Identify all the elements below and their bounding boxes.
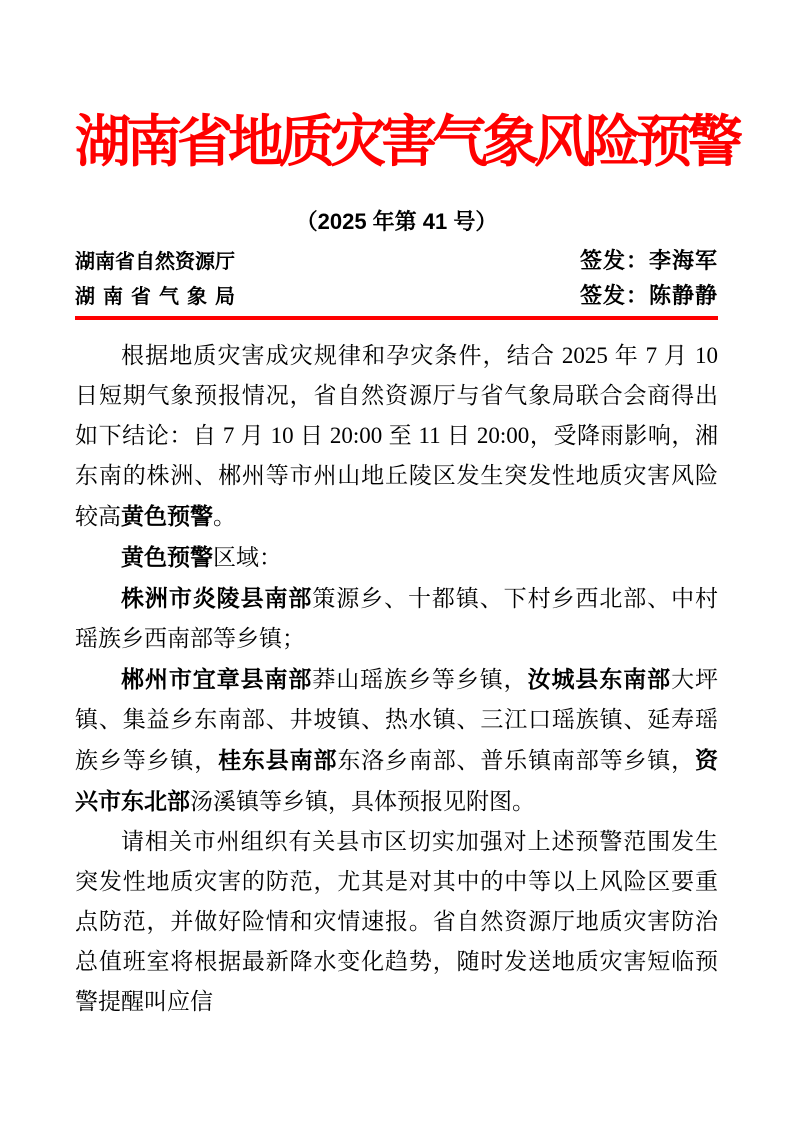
text-segment: 汤溪镇等乡镇，具体预报见附图。: [190, 789, 535, 814]
issuer-org-natural-resources: 湖南省自然资源厅: [75, 251, 235, 273]
highlighted-text-segment: 桂东县南部: [218, 747, 338, 773]
document-title: 湖南省地质灾害气象风险预警: [75, 112, 738, 174]
signer-meteorological: 签发：陈静静: [579, 283, 718, 308]
text-segment: 东洛乡南部、普乐镇南部等乡镇，: [337, 748, 696, 773]
text-segment: 区域：: [213, 545, 282, 570]
text-segment: 策源乡、十都镇、下村乡西北部、中村瑶族乡西南部等乡镇；: [75, 586, 719, 651]
issuer-header: [75, 244, 718, 314]
highlighted-text-segment: 资兴市东北部: [75, 747, 719, 814]
paragraph-4: [75, 659, 718, 822]
paragraph-5: [75, 822, 718, 1022]
highlighted-text-segment: 黄色预警: [121, 544, 213, 570]
text-segment: 请相关市州组织有关县市区切实加强对上述预警范围发生突发性地质灾害的防范，尤其是对其中的中等以上风险区要重点防范，并做好险情和灾情速报。省自然资源厅地质灾害防治总值班室将根据最新降水变化趋势，随时发送地质灾害短临预警提醒叫应信: [75, 829, 718, 1014]
text-segment: 。: [213, 504, 236, 529]
paragraph-2: [75, 537, 718, 578]
paragraph-1: [75, 336, 718, 537]
issuer-row-meteorological: [75, 279, 718, 314]
signer-natural-resources: 签发：李海军: [579, 248, 718, 273]
highlighted-text-segment: 汝城县东南部: [527, 666, 672, 692]
document-body: [75, 336, 718, 1022]
text-segment: 大坪镇、集益乡东南部、井坡镇、热水镇、三江口瑶族镇、延寿瑶族乡等乡镇，: [75, 667, 719, 773]
highlighted-text-segment: 郴州市宜章县南部: [121, 666, 313, 692]
issuer-org-meteorological: 湖南省气象局: [75, 286, 235, 308]
highlighted-text-segment: 株洲市炎陵县南部: [121, 585, 313, 611]
issue-number: （2025 年第 41 号）: [295, 209, 498, 234]
text-segment: 莽山瑶族乡等乡镇，: [312, 667, 528, 692]
red-divider-line: [75, 316, 718, 320]
text-segment: 根据地质灾害成灾规律和孕灾条件，结合 2025 年 7 月 10 日短期气象预报情况，省自然资源厅与省气象局联合会商得出如下结论：自 7 月 10 日 20:00 至 11 日 20:00，受降雨影响，湘东南的株洲、郴州等市州山地丘陵区发生突发性地质灾害风险较高: [75, 343, 718, 529]
highlighted-text-segment: 黄色预警: [121, 503, 213, 529]
paragraph-3: [75, 578, 718, 659]
issuer-row-natural-resources: [75, 244, 718, 279]
